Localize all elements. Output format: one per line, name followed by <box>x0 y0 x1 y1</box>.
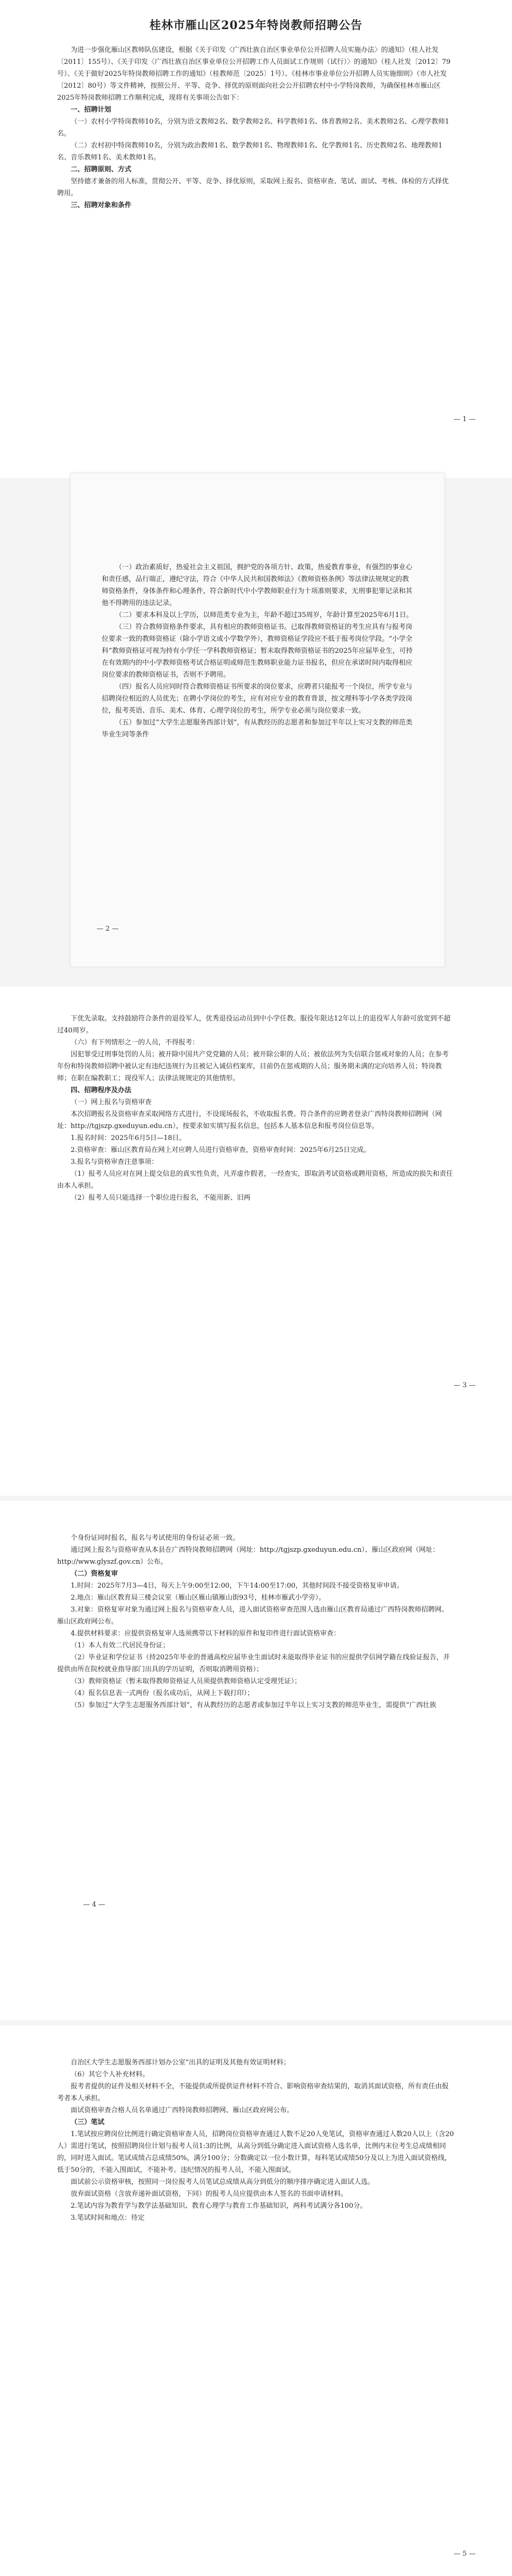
p5-8: 2.笔试内容为教育学与教学法基础知识、教育心理学与教育工作基础知识，两科考试满分各100分。 <box>71 2202 367 2210</box>
p5-7: 放弃面试资格（含放弃递补面试资格，下同）的报考人员应提供由本人签名的书面申请材料。 <box>71 2190 348 2198</box>
p4-6: 4.提供材料要求：应提供资格复审人选须携带以下材料的原件和复印件进行面试资格审查： <box>71 1630 341 1638</box>
page-number-1: — 1 — <box>453 415 476 423</box>
p4-4: 2.地点：雁山区教育局三楼会议室（雁山区雁山镇雁山街93号，桂林市雁武小学旁）。 <box>71 1594 326 1602</box>
p2-4: （五）参加过“大学生志愿服务西部计划”，有从教经历的志愿者和参加过半年以上实习支教的师范类毕业生同等条件 <box>102 719 413 739</box>
p5-2: 报考者提供的证件及相关材料不全，不能提供或所提供证件材料不符合、影响资格审查结果的，取消其面试资格，所有责任由报考者本人承担。 <box>57 2083 449 2102</box>
page-number-2: — 2 — <box>97 925 119 933</box>
p1-2: （一）农村小学特岗教师10名，分别为语文教师2名、数学教师2名、科学教师1名、体育教师2名、美术教师2名、心理学教师1名。 <box>57 118 450 138</box>
p1-5: 坚持德才兼备的用人标准，贯彻公开、平等、竞争、择优原则，采取网上报名、资格审查、笔试、面试、考核、体检的方式择优聘用。 <box>57 178 449 197</box>
p5-5: 1.笔试按应聘岗位比例进行确定资格审查人员，招聘岗位资格审查通过人数不足20人免笔试，资格审查通过人数20人以上（含20人）需进行笔试，按照招聘岗位计划与报考人员1:3的比例，从高分到低分确定进入面试资格人选名单，比例内末位考生总成绩相同的，同时进入面试。笔试成绩占总成绩50%，满分100分；分数确定以一位小数计算，每科笔试成绩50分及以上为进入面试资格线，低于50分的，不能入围面试，不能补考。违纪情况的报考人员，不能入围面试。 <box>57 2130 454 2174</box>
p3-1: （六）有下列情形之一的人员，不得报考： <box>71 1039 199 1046</box>
page-number-4: — 4 — <box>83 1901 105 1909</box>
page-4 <box>0 1501 512 2020</box>
p3-2: 因犯罪受过刑事处罚的人员；被开除中国共产党党籍的人员；被开除公职的人员；被依法列为失信联合惩戒对象的人员；在参考年份和特岗教师招聘中被认定有违纪违规行为且被记入诚信档案库，目前仍在惩戒期的人员；服务期未满的定向培养人员；特岗教师；在职在编教职工；现役军人；法律法规规定的其他情形。 <box>57 1051 449 1082</box>
page-3 <box>0 987 512 1496</box>
p1-3: （二）农村初中特岗教师10名，分别为政治教师1名、数学教师1名、物理教师1名、化学教师1名、历史教师2名、地理教师1名、音乐教师1名、美术教师1名。 <box>57 142 443 162</box>
page-number-3: — 3 — <box>453 1381 476 1389</box>
p3-4: （一）网上报名与资格审查 <box>71 1098 152 1106</box>
p4-0: 个身份证同时报名，报名与考试使用的身份证必须一致。 <box>71 1534 240 1542</box>
p4-2: （二）资格复审 <box>71 1570 118 1578</box>
p3-0: 下优先录取。支持鼓励符合条件的退役军人，优秀退役运动员到中小学任教。服役年限达12年以上的退役军人年龄可放宽到不超过40周岁。 <box>57 1015 451 1035</box>
p2-0: （一）政治素质好，热爱社会主义祖国，拥护党的各项方针、政策，热爱教育事业，有强烈的事业心和责任感，品行端正，遵纪守法，符合《中华人民共和国教师法》《教师资格条例》等法律法规规定的教师资格条件，身体条件和心理条件，符合新时代中小学教师职业行为十项准则要求，无刑事犯罪记录和其他不得聘用的违法记录。 <box>102 564 413 607</box>
p2-2: （三）符合教师资格条件要求，具有相应的教师资格证书。已取得教师资格证的考生应具有与报考岗位要求一致的教师资格证（除小学语文或小学数学外），教师资格证学段应不低于报考岗位学段。“小学全科”教师资格证可视为持有小学任一学科教师资格证；暂未取得教师资格证书的2025年应届毕业生，可持在有效期内的中小学教师资格考试合格证明或师范生教师职业能力证书报名，但应在承诺时间内取得相应岗位要求的教师资格证书，否则不予聘用。 <box>102 623 413 679</box>
p2-3: （四）报名人员应同时符合教师资格证书所要求的岗位要求，应聘者只能报考一个岗位，所学专业与招聘岗位相近的人员优先；在聘小学岗位的考生，应有对应专业的教育背景，按文理科等小学各类学段岗位，报考英语、音乐、美术、体育、心理学岗位的考生，所学专业必须与岗位要求一致。 <box>102 683 413 715</box>
p2-1: （二）要求本科及以上学历，以师范类专业为主，年龄不超过35周岁，年龄计算至2025年6月1日。 <box>115 611 413 619</box>
p3-7: 2.资格审查：雁山区教育局在网上对应聘人员进行资格审查，资格审查时间：2025年6月25日完成。 <box>71 1146 371 1154</box>
p4-7: （1）本人有效二代居民身份证； <box>71 1642 170 1649</box>
p4-10: （4）报名信息表一式两份（报名成功后，从网上下载打印）； <box>71 1689 254 1697</box>
p3-5: 本次招聘报名及资格审查采取网络方式进行，不设现场报名，不收取报名费。符合条件的应聘者登录广西特岗教师招聘网（网址：http://tgjszp.gxeduyun.edu.cn），按要求如实填写报名信息，包括本人基本信息和报考岗位信息等。 <box>57 1110 442 1130</box>
page-2 <box>70 473 445 967</box>
p3-6: 1.报名时间：2025年6月5日—18日。 <box>71 1134 186 1142</box>
p4-3: 1.时间：2025年7月3—4日，每天上午9:00至12:00，下午14:00至17:00，其他时间段不接受资格复审申请。 <box>71 1582 403 1590</box>
p1-0: 为进一步强化雁山区教师队伍建设，根据《关于印发〈广西壮族自治区事业单位公开招聘人员实施办法〉的通知》（桂人社发〔2011〕155号）、《关于印发〈广西壮族自治区事业单位公开招聘工作人员面试工作规则（试行）〉的通知》（桂人社发〔2012〕79号）、《关于做好2025年特岗教师招聘工作的通知》（桂教师范〔2025〕1号）、《桂林市事业单位公开招聘人员实施细则》（市人社发〔2012〕80号）等文件精神，按照公开、平等、竞争、择优的原则面向社会公开招聘农村中小学特岗教师，为确保桂林市雁山区2025年特岗教师招聘工作顺利完成，现将有关事项公告如下： <box>57 46 451 102</box>
p5-3: 面试资格审查合格人员名单通过广西特岗教师招聘网、雁山区政府网公布。 <box>71 2107 294 2114</box>
p5-0: 自治区大学生志愿服务西部计划办公室”出具的证明及其他有效证明材料； <box>71 2059 290 2067</box>
doc-title: 桂林市雁山区2025年特岗教师招聘公告 <box>149 19 363 32</box>
p4-1: 通过网上报名与资格审查从本县在广西特岗教师招聘网（网址：http://tgjszp.gxeduyun.edu.cn）、雁山区政府网（网址：http://www.glyszf.gov.cn）公布。 <box>57 1546 439 1566</box>
p4-5: 3.对象：资格复审对象为通过网上报名与资格审查人员，进入面试资格审查范围人选由雁山区教育局通过广西特岗教师招聘网、雁山区政府网公布。 <box>57 1606 449 1626</box>
p3-8: 3.报名与资格审查注意事项： <box>71 1158 158 1166</box>
p1-4: 二、招聘原则、方式 <box>71 166 132 173</box>
p3-10: （2）报考人员只能选择一个职位进行报名，不能用新、旧两 <box>71 1194 251 1202</box>
p5-6: 面试前公示资格审核，按照同一岗位报考人员笔试总成绩从高分到低分的顺序排序确定进入面试人选。 <box>71 2178 375 2186</box>
page-1 <box>0 0 512 478</box>
page-5 <box>0 2025 512 2576</box>
p3-3: 四、招聘程序及办法 <box>71 1086 132 1094</box>
page-number-5: — 5 — <box>453 2550 476 2558</box>
p3-9: （1）报考人员应对在网上提交信息的真实性负责，凡弄虚作假者，一经查实，即取消考试资格或聘用资格，所造成的损失和责任由本人承担。 <box>57 1170 453 1190</box>
p1-6: 三、招聘对象和条件 <box>71 202 132 209</box>
p5-1: （6）其它个人补充材料。 <box>71 2071 150 2078</box>
p4-11: （5）参加过“大学生志愿服务西部计划”，有从教经历的志愿者或参加过半年以上实习支教的师范毕业生，需提供“广西壮族 <box>71 1701 437 1709</box>
p5-9: 3.笔试时间和地点：待定 <box>71 2214 145 2222</box>
p4-8: （2）毕业证和学位证书（持2025年毕业的普通高校应届毕业生面试时未能取得毕业证书的应提供学信网学籍在线验证报告，并提供由所在院校就业指导部门出具的学历证明，否则取消聘用资格）； <box>57 1654 450 1673</box>
p4-9: （3）教师资格证（暂未取得教师资格证人员须提供教师资格认定受理凭证）； <box>71 1678 301 1685</box>
p1-1: 一、招聘计划 <box>71 106 112 114</box>
p5-4: （三）笔试 <box>71 2118 105 2126</box>
